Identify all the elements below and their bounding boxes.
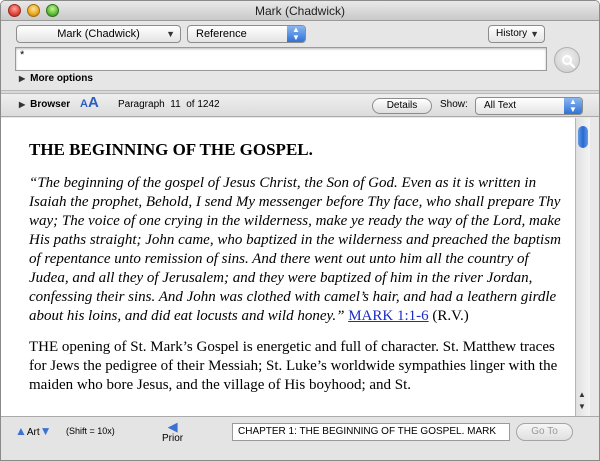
paragraph-current: 11	[170, 99, 181, 110]
show-filter-selector[interactable]	[475, 97, 583, 115]
text-size-control[interactable]	[80, 94, 99, 111]
text-larger-icon[interactable]: A	[87, 94, 99, 111]
paragraph-indicator	[118, 99, 220, 110]
vertical-scrollbar[interactable]	[575, 118, 590, 416]
scroll-up-arrow-icon[interactable]: ▲	[578, 390, 586, 399]
quote-text: “The beginning of the gospel of Jesus Christ, the Son of God. Even as it is written in Isaiah the prophet, Behold, I send My messenger before Thy face, who shall prepare Thy way; The voice of one crying in the wilderness, make ye ready the way of the Lord, make His paths straight; John came, who baptized in the wilderness and preached the baptism of repentance unto remission of sins. And there went out unto him all the country of Judea, and all they of Jerusalem; and they were baptized of him in the river Jordan, confessing their sins. And John was clothed with camel’s hair, and had a leathern girdle about his loins, and did eat locusts and wild honey.”	[29, 175, 561, 324]
search-mode-selector[interactable]	[187, 25, 306, 43]
document-view[interactable]	[1, 118, 575, 416]
search-button[interactable]	[554, 47, 580, 73]
show-label: Show:	[440, 99, 468, 110]
prior-label: Prior	[162, 433, 184, 444]
book-selector-label: Mark (Chadwick)	[57, 28, 140, 40]
chapter-location-field[interactable]: CHAPTER 1: THE BEGINNING OF THE GOSPEL. MARK	[232, 423, 510, 441]
text-smaller-icon[interactable]: A	[80, 98, 88, 110]
commentary-paragraph: THE opening of St. Mark’s Gospel is energetic and full of character. St. Matthew traces for Jews the pedigree of their Messiah; St. Luke’s worldwide sympathies linger with the maiden who bore Jesus, and the village of His boyhood; and St.	[29, 339, 558, 393]
title-bar	[1, 1, 599, 21]
paragraph-total: of 1242	[186, 99, 220, 110]
scrollbar-thumb[interactable]	[578, 126, 588, 148]
previous-article-arrow-icon[interactable]: ▲	[15, 424, 27, 438]
magnifier-icon	[561, 54, 575, 68]
document-content	[29, 140, 564, 407]
details-button[interactable]: Details	[372, 98, 432, 114]
scroll-down-arrow-icon[interactable]: ▼	[578, 402, 586, 411]
article-label: Art	[26, 427, 40, 438]
disclosure-triangle-icon: ▶	[19, 74, 26, 83]
book-selector[interactable]	[16, 25, 181, 43]
scripture-quote	[29, 174, 564, 326]
back-arrow-icon: ◀	[167, 419, 178, 434]
browser-label: Browser	[30, 99, 71, 110]
disclosure-triangle-icon: ▶	[19, 100, 26, 109]
more-options-toggle[interactable]	[19, 73, 93, 84]
history-button[interactable]	[488, 25, 545, 43]
shift-hint: (Shift = 10x)	[66, 426, 115, 436]
paragraph-label: Paragraph	[118, 99, 165, 110]
search-toolbar	[1, 22, 599, 90]
browser-toggle[interactable]	[19, 99, 70, 110]
show-filter-value: All Text	[484, 100, 517, 111]
chevron-down-icon: ▼	[530, 29, 539, 39]
search-mode-label: Reference	[196, 28, 247, 40]
prior-button[interactable]	[162, 420, 183, 444]
more-options-label: More options	[30, 73, 93, 84]
chevron-down-icon: ▼	[166, 29, 175, 39]
scripture-reference-link[interactable]: MARK 1:1-6	[348, 308, 429, 324]
next-article-arrow-icon[interactable]: ▼	[39, 424, 52, 438]
window-title: Mark (Chadwick)	[254, 4, 345, 18]
navigation-bar	[1, 416, 599, 461]
chapter-heading: THE BEGINNING OF THE GOSPEL.	[29, 140, 313, 159]
updown-arrows-icon: ▲ ▼	[287, 26, 305, 42]
article-stepper	[15, 424, 52, 438]
browser-bar	[1, 94, 599, 117]
history-label: History	[496, 28, 528, 39]
version-label: (R.V.)	[432, 308, 469, 324]
go-to-button[interactable]: Go To	[516, 423, 573, 441]
updown-arrows-icon: ▲ ▼	[564, 98, 582, 114]
search-input[interactable]: *	[15, 47, 547, 71]
